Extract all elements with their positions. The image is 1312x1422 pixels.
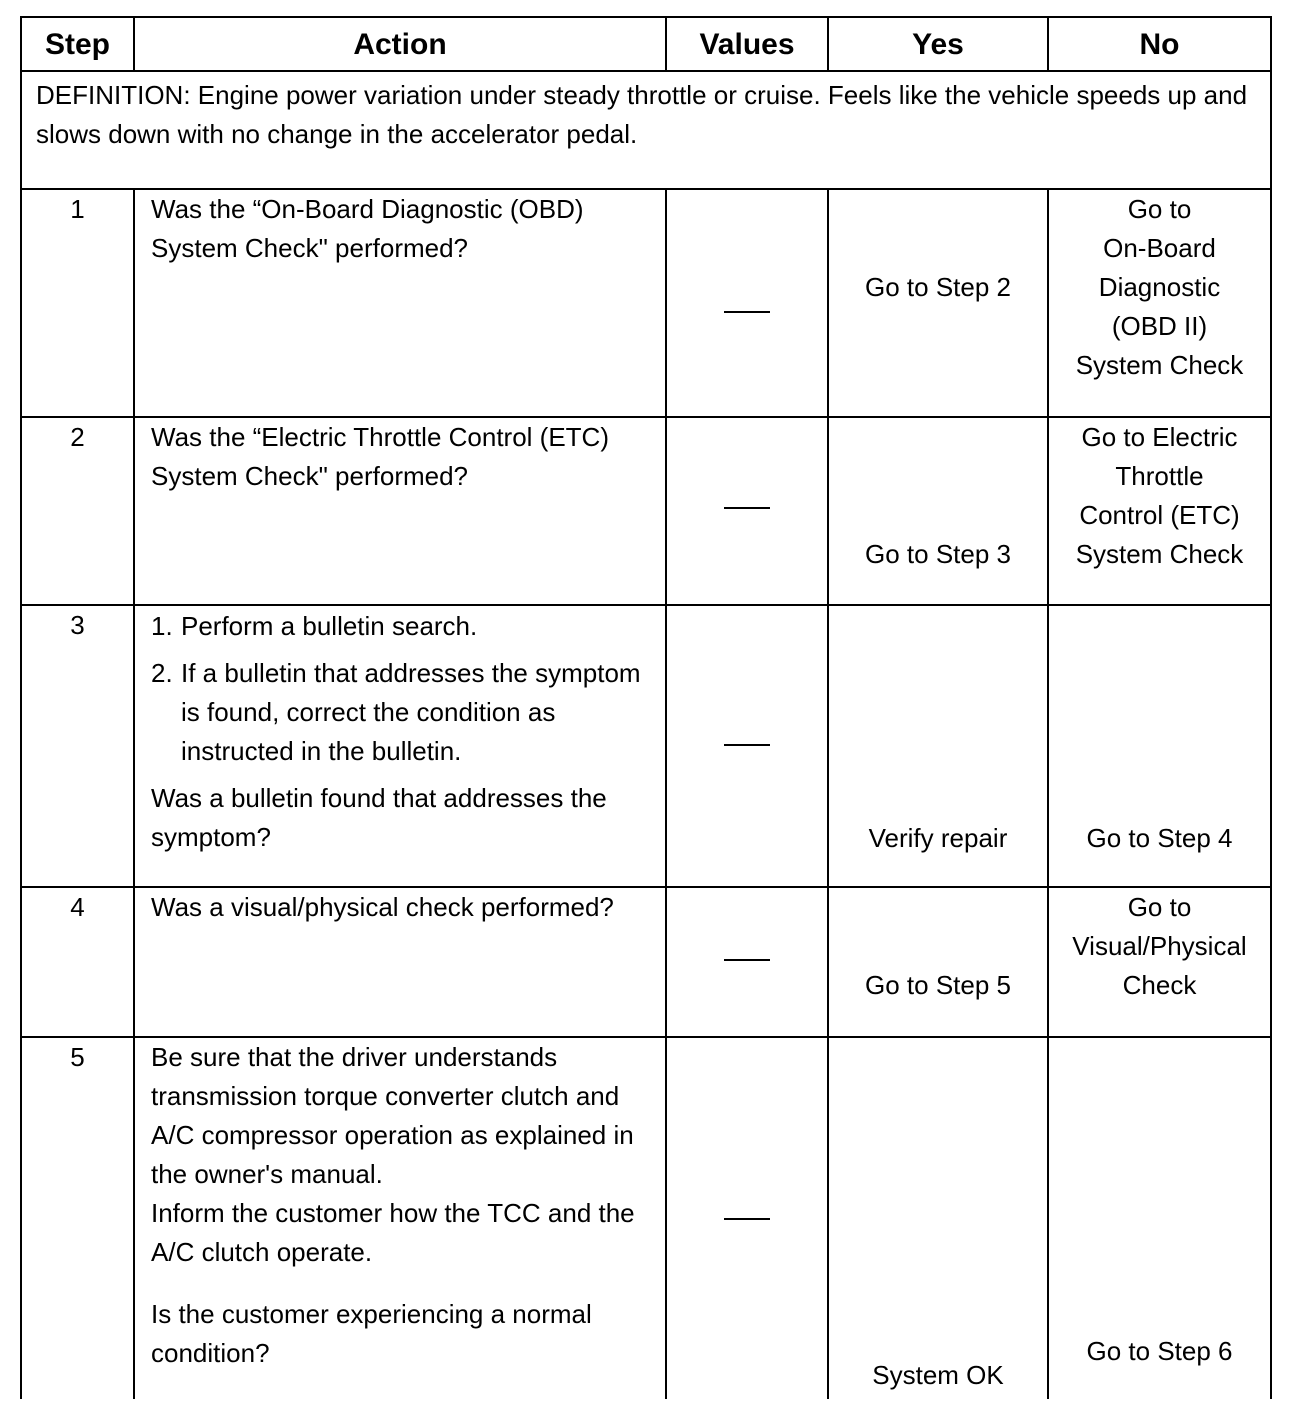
yes-cell <box>828 417 1048 605</box>
no-cell <box>1048 887 1271 1037</box>
values-cell <box>666 887 828 1037</box>
action-question: Is the customer experiencing a normal condition? <box>151 1299 592 1368</box>
values-cell <box>666 417 828 605</box>
action-text: Inform the customer how the TCC and the A/C clutch operate. <box>151 1198 635 1267</box>
yes-cell <box>828 887 1048 1037</box>
action-text: Was the “On-Board Diagnostic (OBD) System Check" performed? <box>151 194 584 263</box>
no-result-line: Control (ETC) <box>1079 500 1240 530</box>
yes-result: Go to Step 5 <box>865 970 1011 1000</box>
no-result-line: Go to Step 4 <box>1086 823 1233 853</box>
action-cell <box>134 605 666 887</box>
table-row <box>21 189 1271 417</box>
empty-value-dash <box>724 311 770 313</box>
no-result-line: Go to Step 6 <box>1086 1336 1233 1366</box>
definition-row <box>21 71 1271 189</box>
action-cell <box>134 417 666 605</box>
no-result-line: Go to Electric <box>1081 422 1238 452</box>
no-result-line: (OBD II) <box>1111 311 1208 341</box>
values-cell <box>666 189 828 417</box>
no-result-line: Throttle <box>1115 461 1204 491</box>
step-number: 4 <box>21 887 134 1037</box>
action-list-item <box>151 654 653 771</box>
step-number: 5 <box>21 1037 134 1399</box>
header-row <box>21 17 1271 71</box>
no-result-line: System Check <box>1075 539 1244 569</box>
step-number: 1 <box>21 189 134 417</box>
empty-value-dash <box>724 959 770 961</box>
action-list-item <box>151 607 653 646</box>
empty-value-dash <box>724 1218 770 1220</box>
no-result-line: System Check <box>1075 350 1244 380</box>
no-result-line: Go to <box>1127 892 1192 922</box>
table-row <box>21 417 1271 605</box>
definition-text: DEFINITION: Engine power variation under steady throttle or cruise. Feels like the vehicle speeds up and slows down with no change in the accelerator pedal. <box>21 71 1271 189</box>
yes-cell <box>828 605 1048 887</box>
action-cell <box>134 189 666 417</box>
table-row <box>21 1037 1271 1399</box>
no-result-line: Go to <box>1127 194 1192 224</box>
no-result-line: Visual/Physical <box>1072 931 1247 961</box>
action-question: Was a bulletin found that addresses the symptom? <box>151 783 607 852</box>
yes-result: Go to Step 3 <box>865 539 1011 569</box>
no-cell <box>1048 417 1271 605</box>
yes-result: System OK <box>872 1360 1004 1390</box>
no-result-line: Diagnostic <box>1098 272 1221 302</box>
values-cell <box>666 1037 828 1399</box>
header-values: Values <box>666 17 828 71</box>
list-text: If a bulletin that addresses the symptom is found, correct the condition as instructed in the bulletin. <box>181 658 641 766</box>
list-number: 1. <box>151 611 173 641</box>
action-cell <box>134 887 666 1037</box>
header-step: Step <box>21 17 134 71</box>
no-cell <box>1048 1037 1271 1399</box>
no-cell <box>1048 605 1271 887</box>
table-row <box>21 605 1271 887</box>
action-text: Was a visual/physical check performed? <box>151 892 614 922</box>
action-text: Be sure that the driver understands transmission torque converter clutch and A/C compressor operation as explained in the owner's manual. <box>151 1042 634 1189</box>
step-number: 3 <box>21 605 134 887</box>
yes-cell <box>828 189 1048 417</box>
header-yes: Yes <box>828 17 1048 71</box>
empty-value-dash <box>724 507 770 509</box>
step-number: 2 <box>21 417 134 605</box>
action-text: Was the “Electric Throttle Control (ETC) System Check" performed? <box>151 422 609 491</box>
empty-value-dash <box>724 744 770 746</box>
yes-result: Verify repair <box>868 823 1008 853</box>
header-action: Action <box>134 17 666 71</box>
no-cell <box>1048 189 1271 417</box>
action-cell <box>134 1037 666 1399</box>
no-result-line: Check <box>1122 970 1197 1000</box>
list-text: Perform a bulletin search. <box>181 611 478 641</box>
yes-result: Go to Step 2 <box>865 272 1011 302</box>
header-no: No <box>1048 17 1271 71</box>
yes-cell <box>828 1037 1048 1399</box>
diagnostic-table <box>20 16 1272 1399</box>
no-result-line: On-Board <box>1103 233 1216 263</box>
list-number: 2. <box>151 658 173 688</box>
table-row <box>21 887 1271 1037</box>
values-cell <box>666 605 828 887</box>
